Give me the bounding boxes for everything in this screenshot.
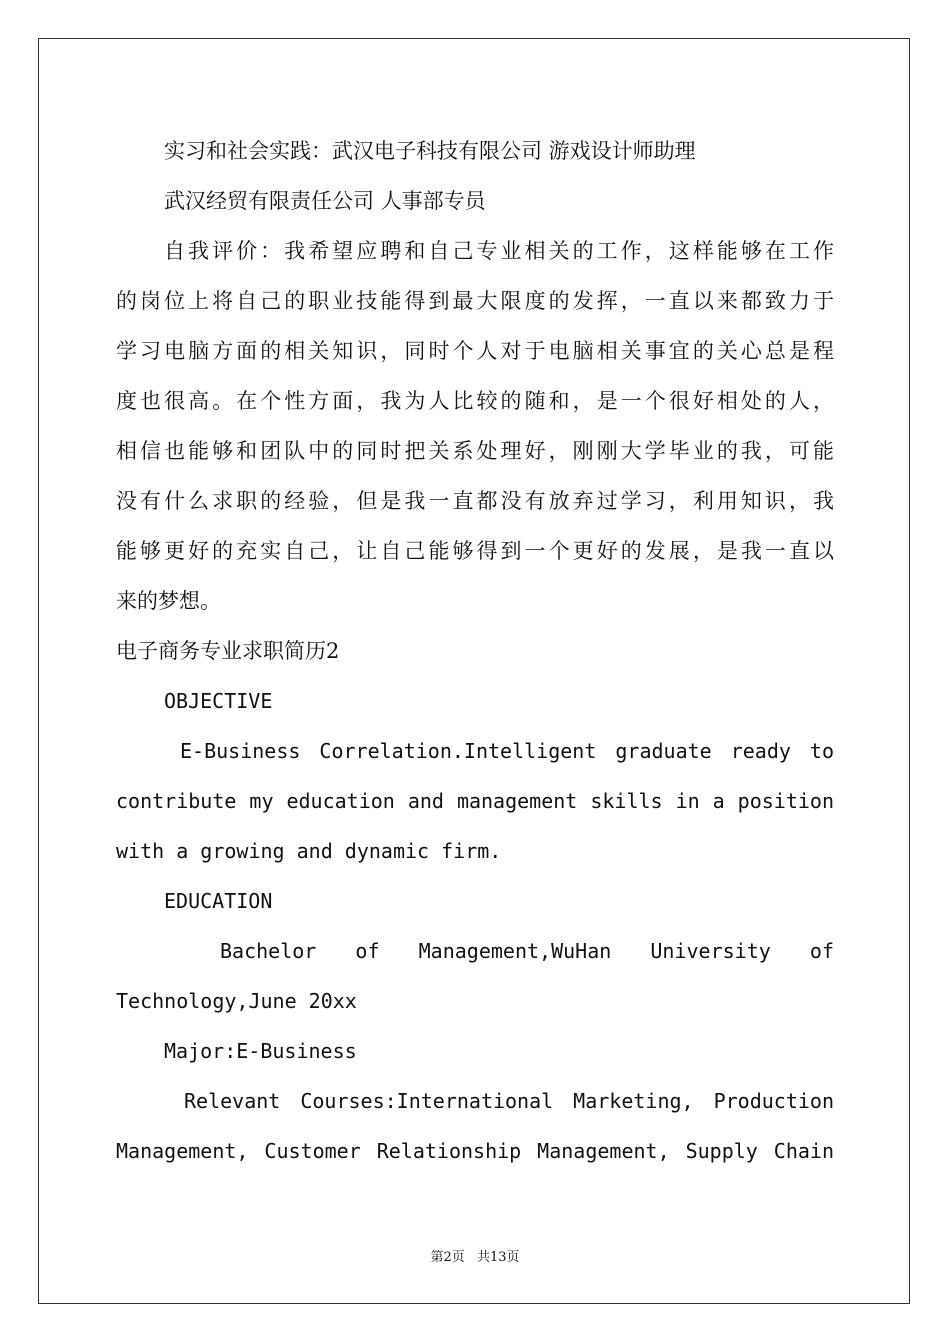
text-line: 自我评价：我希望应聘和自己专业相关的工作，这样能够在工作 <box>164 239 834 263</box>
text-line: 度也很高。在个性方面，我为人比较的随和，是一个很好相处的人， <box>116 389 834 413</box>
section-title: 电子商务专业求职简历2 <box>116 639 340 663</box>
text-line: 能够更好的充实自己，让自己能够得到一个更好的发展，是我一直以 <box>116 539 834 563</box>
text-line: E-Business Correlation.Intelligent graduate ready to <box>180 739 834 763</box>
page-total: 共13页 <box>476 1250 520 1265</box>
page-number: 第2页 <box>430 1250 465 1265</box>
text-line: 实习和社会实践：武汉电子科技有限公司 游戏设计师助理 <box>164 139 696 163</box>
text-line: 武汉经贸有限责任公司 人事部专员 <box>164 189 486 213</box>
text-line: with a growing and dynamic firm. <box>116 839 502 863</box>
page-footer <box>0 1246 950 1265</box>
text-line: 来的梦想。 <box>116 589 221 613</box>
text-line: Relevant Courses:International Marketing, Production <box>184 1089 834 1113</box>
text-line: Bachelor of Management,WuHan University of <box>220 939 834 963</box>
text-line: Management, Customer Relationship Management, Supply Chain <box>116 1139 834 1163</box>
text-line: 的岗位上将自己的职业技能得到最大限度的发挥，一直以来都致力于 <box>116 289 834 313</box>
heading-objective: OBJECTIVE <box>164 689 273 713</box>
text-line: contribute my education and management skills in a position <box>116 789 834 813</box>
heading-education: EDUCATION <box>164 889 273 913</box>
text-line: 学习电脑方面的相关知识，同时个人对于电脑相关事宜的关心总是程 <box>116 339 834 363</box>
text-line: 没有什么求职的经验，但是我一直都没有放弃过学习，利用知识，我 <box>116 489 834 513</box>
document-body <box>116 126 834 1176</box>
text-line: Technology,June 20xx <box>116 989 357 1013</box>
text-line: 相信也能够和团队中的同时把关系处理好，刚刚大学毕业的我，可能 <box>116 439 834 463</box>
text-line: Major:E-Business <box>164 1039 357 1063</box>
